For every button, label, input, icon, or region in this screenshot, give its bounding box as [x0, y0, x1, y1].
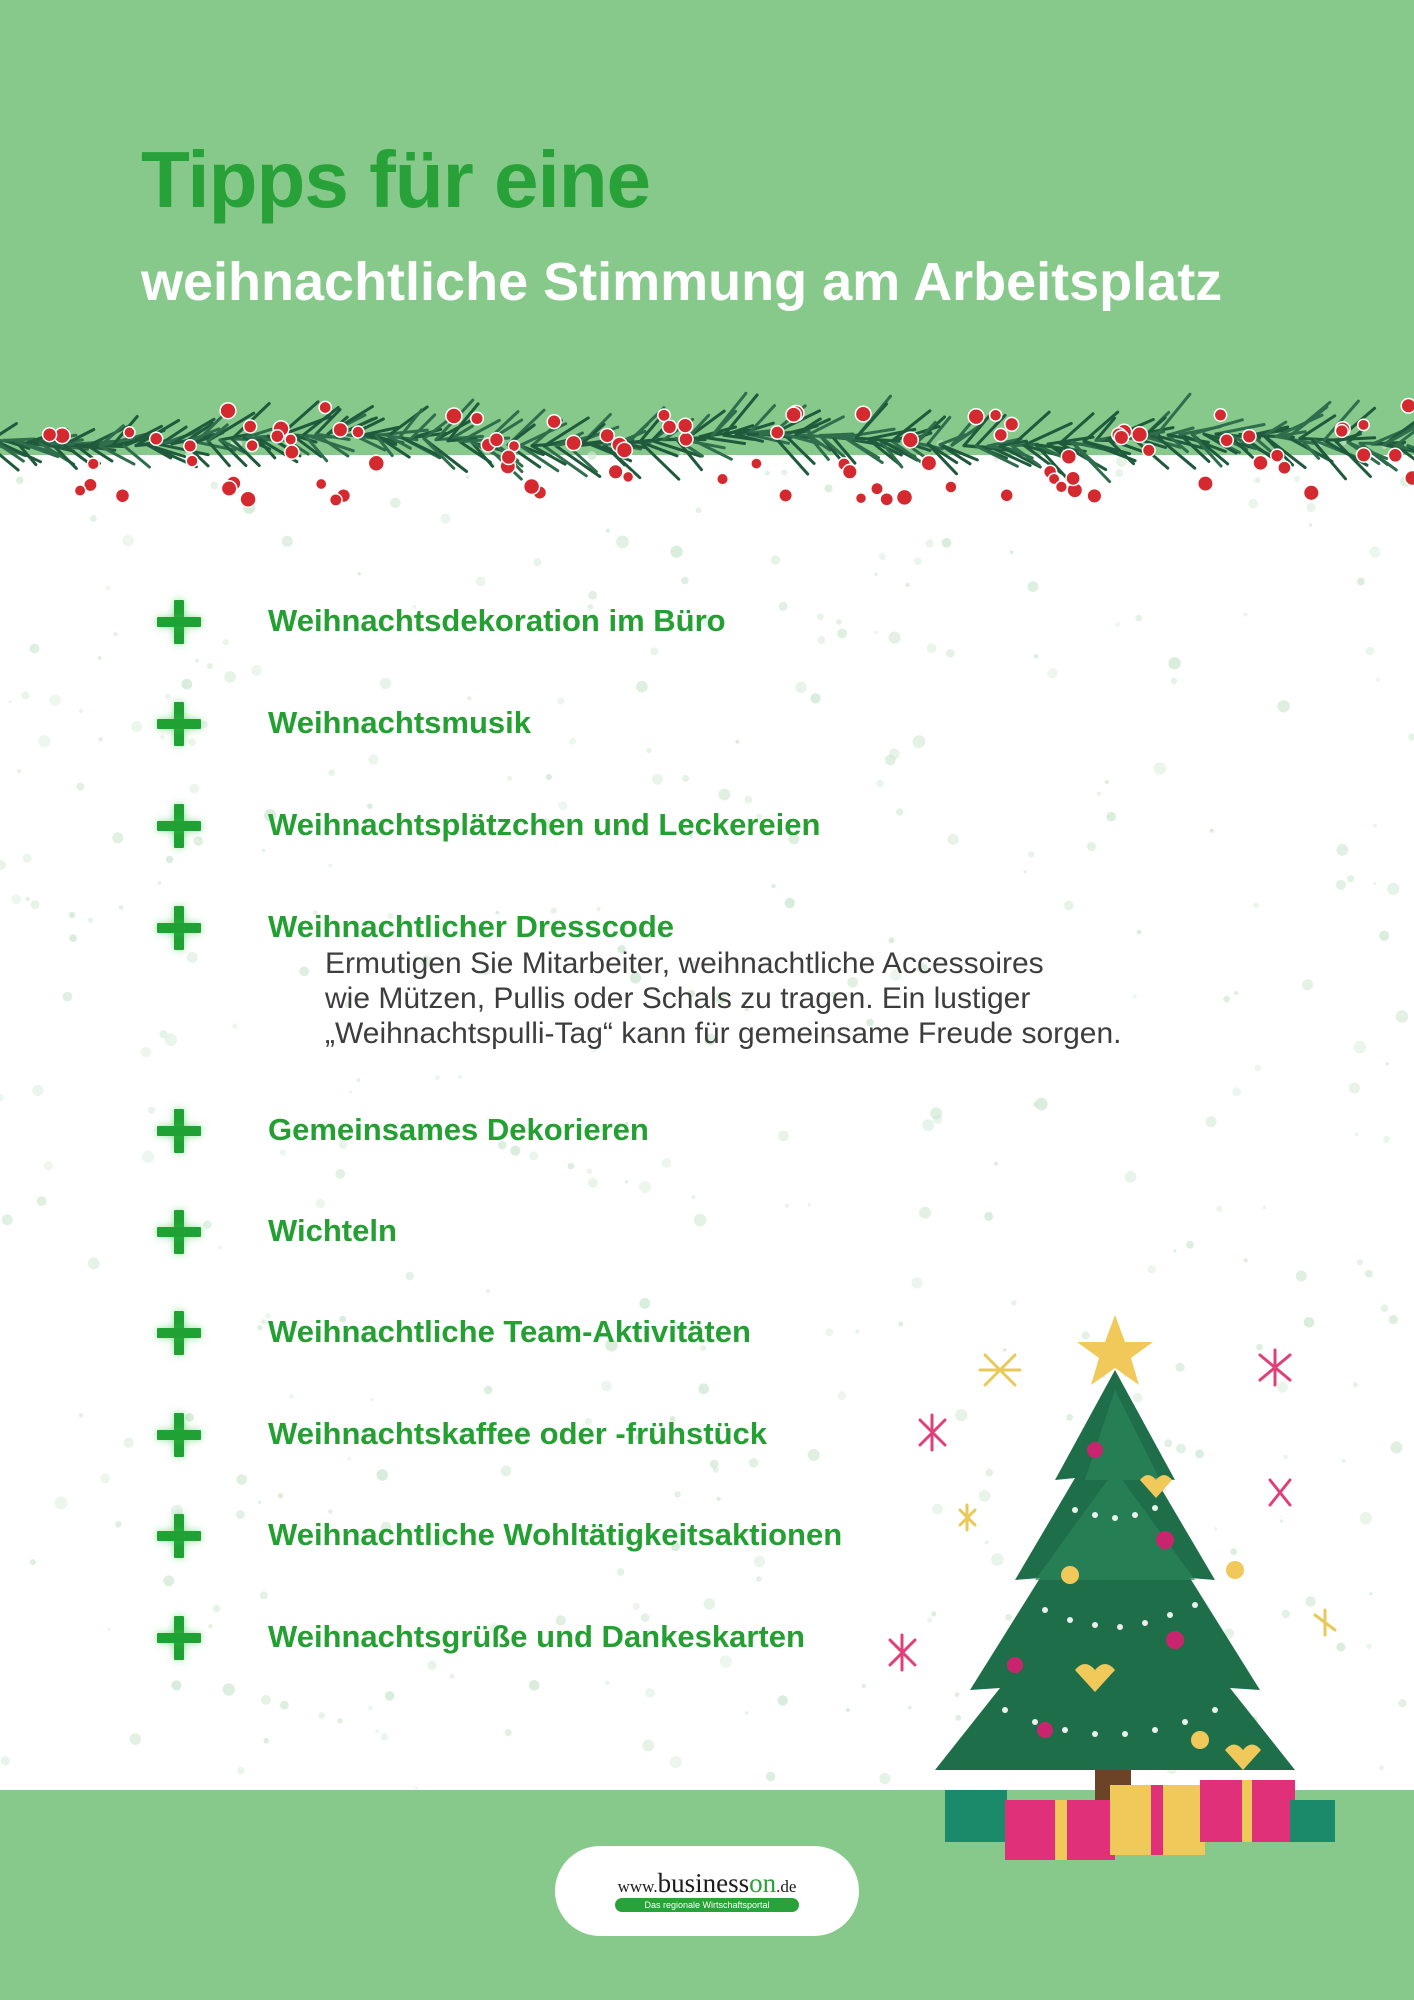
- tip-description-line: „Weihnachtspulli-Tag“ kann für gemeinsame Freude sorgen.: [325, 1017, 1122, 1050]
- logo-suffix: .de: [776, 1877, 797, 1896]
- page-subtitle: weihnachtliche Stimmung am Arbeitsplatz: [141, 252, 1223, 312]
- tip-label: Weihnachtliche Team-Aktivitäten: [268, 1314, 751, 1349]
- plus-icon: [155, 700, 203, 748]
- tip-label: Wichteln: [268, 1213, 397, 1248]
- plus-icon: [155, 904, 203, 952]
- tip-label: Weihnachtliche Wohltätigkeitsaktionen: [268, 1517, 843, 1552]
- tip-label: Weihnachtlicher Dresscode: [268, 909, 675, 944]
- christmas-tree-illustration: [875, 1310, 1355, 1870]
- tip-description: [325, 946, 1275, 1051]
- page-title: Tipps für eine: [141, 135, 651, 224]
- plus-icon: [155, 1411, 203, 1459]
- businesson-logo[interactable]: [555, 1846, 859, 1936]
- tip-description-line: wie Mützen, Pullis oder Schals zu tragen. Ein lustiger: [325, 982, 1031, 1015]
- logo-wordmark: [555, 1868, 859, 1899]
- plus-icon: [155, 1614, 203, 1662]
- tip-label: Weihnachtsgrüße und Dankeskarten: [268, 1619, 805, 1654]
- plus-icon: [155, 1208, 203, 1256]
- tip-label: Weihnachtsmusik: [268, 705, 532, 740]
- tip-label: Weihnachtsplätzchen und Leckereien: [268, 807, 821, 842]
- plus-icon: [155, 1309, 203, 1357]
- tip-label: Weihnachtskaffee oder -frühstück: [268, 1416, 767, 1451]
- tip-label: Weihnachtsdekoration im Büro: [268, 603, 726, 638]
- plus-icon: [155, 802, 203, 850]
- plus-icon: [155, 1107, 203, 1155]
- plus-icon: [155, 1512, 203, 1560]
- plus-icon: [155, 598, 203, 646]
- logo-brand: business: [657, 1868, 750, 1898]
- tip-description-line: Ermutigen Sie Mitarbeiter, weihnachtliche Accessoires: [325, 947, 1044, 980]
- logo-on: on: [749, 1868, 777, 1898]
- tip-label: Gemeinsames Dekorieren: [268, 1112, 649, 1147]
- logo-prefix: www.: [617, 1877, 658, 1896]
- logo-tagline: Das regionale Wirtschaftsportal: [615, 1898, 799, 1912]
